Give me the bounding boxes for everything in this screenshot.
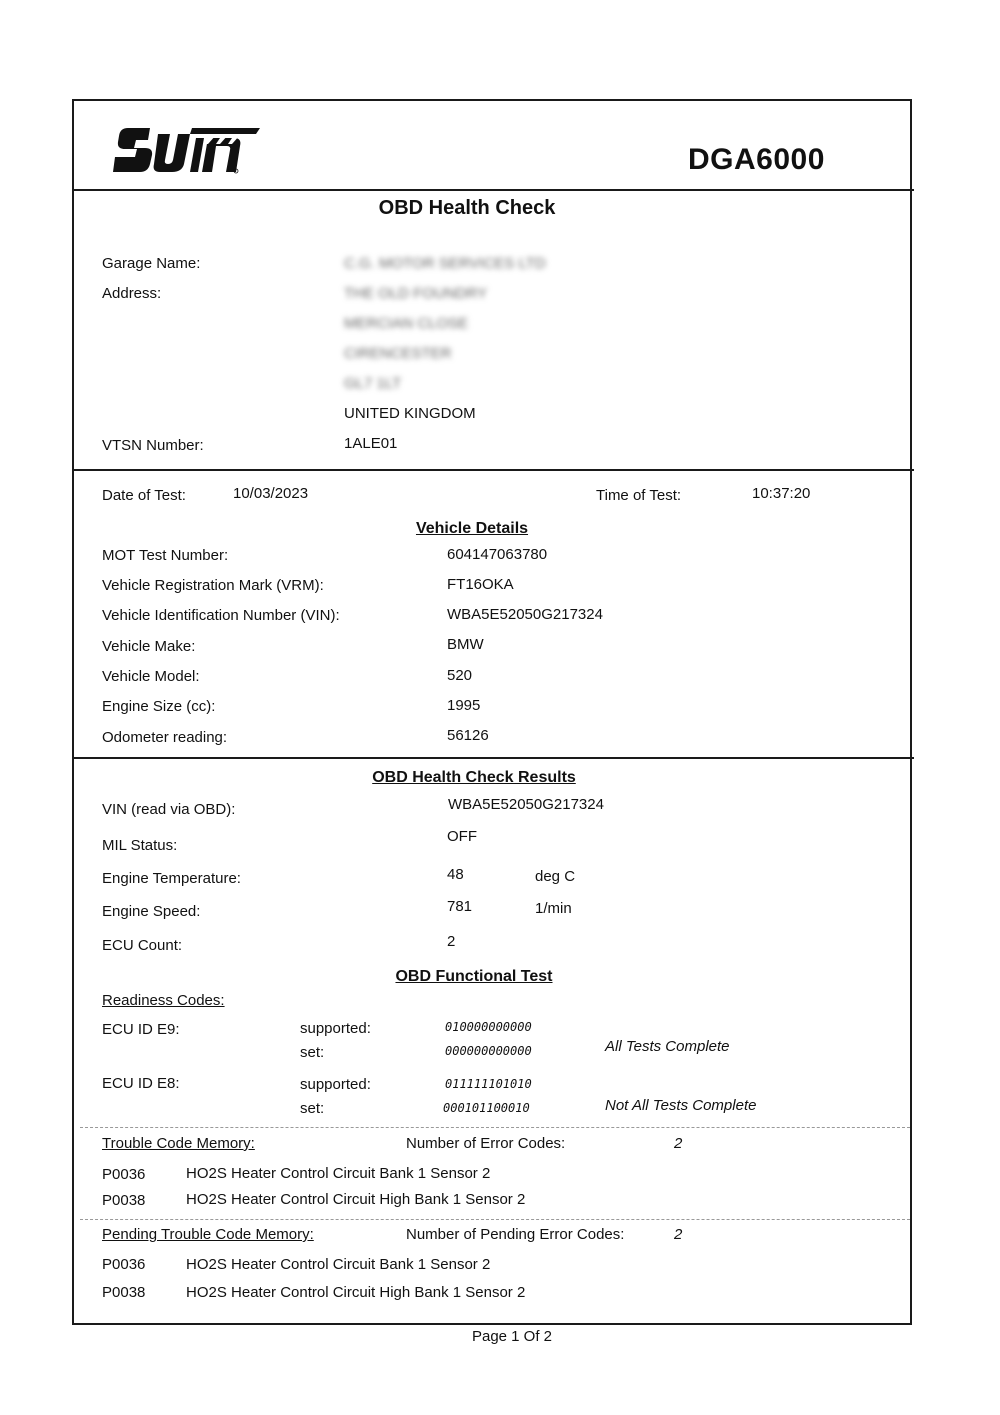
ecu-e8-set-value: 000101100010 (443, 1101, 530, 1115)
ecu-e8-supported-value: 011111101010 (445, 1077, 532, 1091)
ecu-e8-id: ECU ID E8: (102, 1075, 180, 1092)
ecu-e9-status: All Tests Complete (605, 1038, 730, 1055)
vrm-label: Vehicle Registration Mark (VRM): (102, 577, 324, 594)
time-label: Time of Test: (596, 487, 682, 504)
time-value: 10:37:20 (752, 485, 811, 502)
page-number: Page 1 Of 2 (471, 1328, 553, 1345)
engine-size-label: Engine Size (cc): (102, 698, 216, 715)
garage-name-label: Garage Name: (102, 255, 201, 272)
ecu-e8-set-label: set: (300, 1100, 325, 1117)
engine-speed-label: Engine Speed: (102, 903, 201, 920)
pending-code-2-desc: HO2S Heater Control Circuit High Bank 1 Sensor 2 (186, 1284, 526, 1301)
pending-count-value: 2 (674, 1226, 683, 1243)
vehicle-divider (72, 757, 914, 759)
trouble-code-1: P0036 (102, 1166, 146, 1183)
ecu-e8-supported-label: supported: (300, 1076, 371, 1093)
ecu-e8-status: Not All Tests Complete (605, 1097, 757, 1114)
model-value: 520 (447, 667, 473, 684)
ecu-count-value: 2 (447, 933, 456, 950)
trouble-code-1-desc: HO2S Heater Control Circuit Bank 1 Sensor 2 (186, 1165, 491, 1182)
vtsn-value: 1ALE01 (344, 435, 398, 452)
pending-code-label: Pending Trouble Code Memory: (102, 1226, 314, 1243)
engine-speed-unit: 1/min (535, 900, 572, 917)
vrm-value: FT16OKA (447, 576, 514, 593)
pending-code-2: P0038 (102, 1284, 146, 1301)
ecu-count-label: ECU Count: (102, 937, 183, 954)
model-label: Vehicle Model: (102, 668, 200, 685)
engine-temp-value: 48 (447, 866, 464, 883)
address-line-2: MERCIAN CLOSE (344, 315, 469, 332)
obd-vin-value: WBA5E52050G217324 (448, 796, 604, 813)
address-line-1: THE OLD FOUNDRY (344, 285, 488, 302)
vehicle-details-heading: Vehicle Details (415, 520, 529, 537)
snapon-logo (112, 124, 264, 176)
functional-heading: OBD Functional Test (395, 968, 553, 985)
ecu-e9-id: ECU ID E9: (102, 1021, 180, 1038)
ecu-e9-supported-value: 010000000000 (445, 1020, 532, 1034)
pending-count-label: Number of Pending Error Codes: (406, 1226, 625, 1243)
address-line-5: UNITED KINGDOM (344, 405, 476, 422)
device-model: DGA6000 (688, 143, 825, 176)
trouble-code-label: Trouble Code Memory: (102, 1135, 255, 1152)
trouble-code-2: P0038 (102, 1192, 146, 1209)
pending-code-1: P0036 (102, 1256, 146, 1273)
address-line-3: CIRENCESTER (344, 345, 452, 362)
trouble-code-2-desc: HO2S Heater Control Circuit High Bank 1 Sensor 2 (186, 1191, 526, 1208)
address-label: Address: (102, 285, 162, 302)
mil-label: MIL Status: (102, 837, 178, 854)
vin-value: WBA5E52050G217324 (447, 606, 603, 623)
pending-code-1-desc: HO2S Heater Control Circuit Bank 1 Sensor 2 (186, 1256, 491, 1273)
garage-divider (72, 469, 914, 471)
obd-vin-label: VIN (read via OBD): (102, 801, 236, 818)
engine-speed-value: 781 (447, 898, 473, 915)
odometer-value: 56126 (447, 727, 489, 744)
readiness-label: Readiness Codes: (102, 992, 225, 1009)
date-label: Date of Test: (102, 487, 186, 504)
ecu-e9-set-value: 000000000000 (445, 1044, 532, 1058)
odometer-label: Odometer reading: (102, 729, 228, 746)
make-value: BMW (447, 636, 484, 653)
date-value: 10/03/2023 (233, 485, 309, 502)
garage-name-value: C.G. MOTOR SERVICES LTD (344, 255, 546, 272)
engine-temp-label: Engine Temperature: (102, 870, 241, 887)
engine-size-value: 1995 (447, 697, 481, 714)
vtsn-label: VTSN Number: (102, 437, 204, 454)
mil-value: OFF (447, 828, 477, 845)
ecu-e9-set-label: set: (300, 1044, 325, 1061)
header-divider (72, 189, 914, 191)
address-line-4: GL7 1LT (344, 375, 402, 392)
results-heading: OBD Health Check Results (372, 769, 576, 786)
engine-temp-unit: deg C (535, 868, 576, 885)
mot-number-label: MOT Test Number: (102, 547, 229, 564)
error-count-label: Number of Error Codes: (406, 1135, 566, 1152)
error-count-value: 2 (674, 1135, 683, 1152)
trouble-code-divider (80, 1127, 910, 1128)
vin-label: Vehicle Identification Number (VIN): (102, 607, 340, 624)
report-title: OBD Health Check (378, 197, 556, 219)
pending-code-divider (80, 1219, 910, 1220)
mot-number-value: 604147063780 (447, 546, 548, 563)
make-label: Vehicle Make: (102, 638, 196, 655)
ecu-e9-supported-label: supported: (300, 1020, 371, 1037)
